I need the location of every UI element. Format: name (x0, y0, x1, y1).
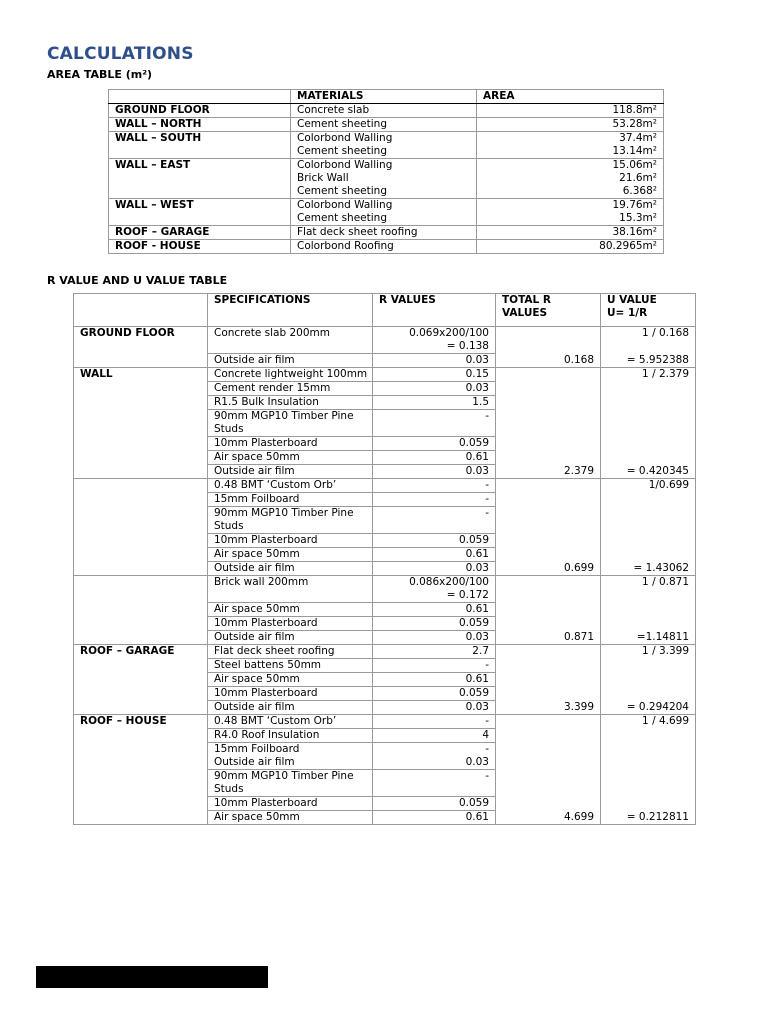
area-value: 15.06m² (612, 159, 657, 171)
spec-cell (208, 715, 373, 729)
element-cell (74, 479, 208, 576)
r-value-cell (373, 645, 496, 659)
element-cell (74, 576, 208, 645)
spec-cell (208, 396, 373, 410)
area-row (109, 240, 664, 254)
element-cell: WALL – NORTH (109, 118, 291, 132)
spec-cell (208, 354, 373, 368)
spec-text: Brick wall 200mm (214, 576, 309, 588)
material-text: Cement sheeting (297, 212, 387, 224)
spec-text: 90mm MGP10 Timber Pine Studs (214, 410, 354, 435)
r-value-cell (373, 562, 496, 576)
element-cell: ROOF – HOUSE (74, 715, 208, 825)
r-value: 0.086x200/100 (409, 576, 489, 588)
r-value-cell (373, 797, 496, 811)
r-value: 0.059 (458, 617, 489, 629)
area-cell (477, 132, 664, 159)
r-value-cell (373, 631, 496, 645)
spec-text: R4.0 Roof Insulation (214, 729, 320, 741)
r-value: 0.61 (465, 811, 489, 823)
material-text: Colorbond Walling (297, 159, 393, 171)
spec-text: Outside air film (214, 562, 295, 574)
r-value: - (485, 743, 489, 755)
u-value-result: = 0.294204 (626, 701, 689, 713)
u-value-formula: 1 / 0.168 (642, 327, 689, 339)
area-row (109, 226, 664, 240)
r-value: 4 (482, 729, 489, 741)
total-r-cell: 0.168 (496, 327, 601, 368)
r-value: 2.7 (472, 645, 489, 657)
header-materials: MATERIALS (291, 90, 477, 104)
material-text: Cement sheeting (297, 145, 387, 157)
r-value: 0.03 (465, 701, 489, 713)
r-value-cell (373, 327, 496, 354)
spec-cell (208, 437, 373, 451)
spec-text: 10mm Plasterboard (214, 437, 318, 449)
spec-cell (208, 645, 373, 659)
u-value-cell (601, 368, 696, 479)
spec-text: 90mm MGP10 Timber Pine Studs (214, 770, 354, 795)
spec-cell (208, 729, 373, 743)
spec-text: 10mm Plasterboard (214, 617, 318, 629)
r-value: 0.059 (458, 437, 489, 449)
spec-cell (208, 507, 373, 534)
r-value-cell (373, 465, 496, 479)
material-text: Colorbond Walling (297, 132, 393, 144)
material-text: Colorbond Roofing (297, 240, 394, 252)
spec-text: Air space 50mm (214, 451, 300, 463)
r-value: = 0.172 (446, 589, 489, 601)
spec-cell (208, 451, 373, 465)
materials-cell (291, 240, 477, 254)
spec-cell (208, 701, 373, 715)
r-value-cell (373, 701, 496, 715)
r-value: 0.03 (465, 756, 489, 768)
r-value-cell (373, 507, 496, 534)
material-text: Flat deck sheet roofing (297, 226, 418, 238)
u-value-formula: 1/0.699 (648, 479, 689, 491)
r-value-cell (373, 576, 496, 603)
header-specifications: SPECIFICATIONS (208, 294, 373, 327)
material-text: Concrete slab (297, 104, 370, 116)
header-u-label: U VALUE (607, 294, 657, 306)
spec-cell (208, 410, 373, 437)
spec-text: 10mm Plasterboard (214, 797, 318, 809)
footer-bar (36, 966, 268, 988)
area-cell (477, 159, 664, 199)
header-total-r: TOTAL R VALUES (496, 294, 601, 327)
area-cell (477, 104, 664, 118)
u-value-result: = 1.43062 (633, 562, 689, 574)
u-value-cell (601, 576, 696, 645)
spec-text: Air space 50mm (214, 811, 300, 823)
area-value: 53.28m² (612, 118, 657, 130)
spec-cell (208, 562, 373, 576)
area-value: 80.2965m² (599, 240, 657, 252)
area-cell (477, 240, 664, 254)
ru-row (74, 645, 696, 659)
spec-cell (208, 770, 373, 797)
r-value-cell (373, 396, 496, 410)
r-value-cell (373, 811, 496, 825)
spec-text: 0.48 BMT ‘Custom Orb’ (214, 715, 337, 727)
spec-text: 10mm Plasterboard (214, 687, 318, 699)
material-text: Brick Wall (297, 172, 349, 184)
ru-row (74, 576, 696, 603)
r-value: 0.61 (465, 451, 489, 463)
ru-row (74, 715, 696, 729)
r-value: 0.61 (465, 548, 489, 560)
element-cell: GROUND FLOOR (74, 327, 208, 368)
element-cell: WALL – SOUTH (109, 132, 291, 159)
spec-cell (208, 617, 373, 631)
material-text: Cement sheeting (297, 118, 387, 130)
r-value: 0.059 (458, 687, 489, 699)
r-value-cell (373, 687, 496, 701)
area-value: 15.3m² (619, 212, 657, 224)
r-value: - (485, 493, 489, 505)
r-value-cell (373, 729, 496, 743)
area-cell (477, 226, 664, 240)
r-value: - (485, 507, 489, 519)
spec-cell (208, 465, 373, 479)
area-table-heading: AREA TABLE (m²) (47, 68, 153, 81)
spec-text: Steel battens 50mm (214, 659, 322, 671)
r-value-cell (373, 743, 496, 770)
u-value-cell (601, 479, 696, 576)
spec-text: Air space 50mm (214, 673, 300, 685)
total-r-cell: 4.699 (496, 715, 601, 825)
spec-text: Outside air film (214, 701, 295, 713)
spec-text: 90mm MGP10 Timber Pine Studs (214, 507, 354, 532)
spec-cell (208, 327, 373, 354)
header-u-formula: U= 1/R (607, 307, 648, 319)
r-value-cell (373, 715, 496, 729)
u-value-result: =1.14811 (636, 631, 689, 643)
spec-cell (208, 687, 373, 701)
ru-table-heading: R VALUE AND U VALUE TABLE (47, 274, 228, 287)
total-r-cell: 2.379 (496, 368, 601, 479)
r-value: 1.5 (472, 396, 489, 408)
area-cell (477, 199, 664, 226)
r-value-cell (373, 354, 496, 368)
r-value-cell (373, 659, 496, 673)
r-value: 0.059 (458, 534, 489, 546)
r-value: 0.059 (458, 797, 489, 809)
r-value-cell (373, 451, 496, 465)
area-value: 37.4m² (619, 132, 657, 144)
r-value: - (485, 410, 489, 422)
total-r-cell: 0.871 (496, 576, 601, 645)
area-header-row (109, 90, 664, 104)
spec-cell (208, 479, 373, 493)
spec-text: Flat deck sheet roofing (214, 645, 335, 657)
r-value: 0.069x200/100 (409, 327, 489, 339)
u-value-formula: 1 / 3.399 (642, 645, 689, 657)
u-value-cell (601, 715, 696, 825)
u-value-formula: 1 / 0.871 (642, 576, 689, 588)
spec-text: Outside air film (214, 631, 295, 643)
header-u-value (601, 294, 696, 327)
spec-cell (208, 534, 373, 548)
r-value-cell (373, 548, 496, 562)
spec-cell (208, 603, 373, 617)
r-value-cell (373, 617, 496, 631)
r-value: 0.03 (465, 354, 489, 366)
spec-cell (208, 797, 373, 811)
u-value-cell (601, 645, 696, 715)
ru-row (74, 327, 696, 354)
header-r-values: R VALUES (373, 294, 496, 327)
spec-cell (208, 659, 373, 673)
spec-text: Concrete slab 200mm (214, 327, 330, 339)
element-cell: GROUND FLOOR (109, 104, 291, 118)
spec-text: Air space 50mm (214, 603, 300, 615)
r-value: - (485, 715, 489, 727)
r-value-cell (373, 673, 496, 687)
spec-cell (208, 576, 373, 603)
page-title: CALCULATIONS (47, 44, 194, 64)
header-cell-empty (109, 90, 291, 104)
spec-text: Air space 50mm (214, 548, 300, 560)
r-value: 0.61 (465, 673, 489, 685)
spec-cell (208, 548, 373, 562)
r-u-value-table (73, 293, 696, 825)
spec-cell (208, 811, 373, 825)
area-table (108, 89, 664, 254)
r-value: 0.03 (465, 465, 489, 477)
material-text: Cement sheeting (297, 185, 387, 197)
header-area: AREA (477, 90, 664, 104)
area-value: 21.6m² (619, 172, 657, 184)
element-cell: WALL – WEST (109, 199, 291, 226)
ru-header-row (74, 294, 696, 327)
area-row (109, 159, 664, 199)
r-value: 0.61 (465, 603, 489, 615)
ru-row (74, 479, 696, 493)
spec-cell (208, 368, 373, 382)
materials-cell (291, 199, 477, 226)
spec-text: Concrete lightweight 100mm (214, 368, 368, 380)
r-value-cell (373, 437, 496, 451)
spec-text: 10mm Plasterboard (214, 534, 318, 546)
u-value-cell (601, 327, 696, 368)
spec-text: R1.5 Bulk Insulation (214, 396, 319, 408)
area-row (109, 132, 664, 159)
element-cell: ROOF - HOUSE (109, 240, 291, 254)
u-value-formula: 1 / 4.699 (642, 715, 689, 727)
area-value: 19.76m² (612, 199, 657, 211)
spec-cell (208, 743, 373, 770)
element-cell: WALL (74, 368, 208, 479)
area-row (109, 104, 664, 118)
r-value-cell (373, 410, 496, 437)
materials-cell (291, 118, 477, 132)
area-cell (477, 118, 664, 132)
total-r-cell: 3.399 (496, 645, 601, 715)
area-value: 38.16m² (612, 226, 657, 238)
area-value: 13.14m² (612, 145, 657, 157)
spec-text: 15mm Foilboard (214, 493, 300, 505)
r-value-cell (373, 368, 496, 382)
material-text: Colorbond Walling (297, 199, 393, 211)
element-cell: WALL – EAST (109, 159, 291, 199)
r-value: - (485, 659, 489, 671)
r-value-cell (373, 770, 496, 797)
area-row (109, 199, 664, 226)
r-value: 0.15 (465, 368, 489, 380)
r-value-cell (373, 382, 496, 396)
spec-text: 0.48 BMT ‘Custom Orb’ (214, 479, 337, 491)
r-value: 0.03 (465, 382, 489, 394)
area-value: 118.8m² (612, 104, 657, 116)
materials-cell (291, 159, 477, 199)
r-value: - (485, 479, 489, 491)
spec-text: 15mm Foilboard (214, 743, 300, 755)
u-value-result: = 0.420345 (626, 465, 689, 477)
spec-cell (208, 493, 373, 507)
spec-text: Outside air film (214, 465, 295, 477)
r-value-cell (373, 603, 496, 617)
r-value-cell (373, 493, 496, 507)
r-value-cell (373, 534, 496, 548)
element-cell: ROOF – GARAGE (109, 226, 291, 240)
spec-cell (208, 382, 373, 396)
r-value-cell (373, 479, 496, 493)
element-cell: ROOF – GARAGE (74, 645, 208, 715)
spec-text: Outside air film (214, 354, 295, 366)
spec-cell (208, 631, 373, 645)
u-value-result: = 5.952388 (626, 354, 689, 366)
spec-text: Outside air film (214, 756, 295, 768)
r-value: 0.03 (465, 631, 489, 643)
spec-text: Cement render 15mm (214, 382, 331, 394)
r-value: = 0.138 (446, 340, 489, 352)
r-value: - (485, 770, 489, 782)
r-value: 0.03 (465, 562, 489, 574)
materials-cell (291, 132, 477, 159)
area-value: 6.368² (622, 185, 657, 197)
u-value-formula: 1 / 2.379 (642, 368, 689, 380)
materials-cell (291, 104, 477, 118)
header-cell-empty (74, 294, 208, 327)
spec-cell (208, 673, 373, 687)
u-value-result: = 0.212811 (626, 811, 689, 823)
ru-row (74, 368, 696, 382)
materials-cell (291, 226, 477, 240)
area-row (109, 118, 664, 132)
total-r-cell: 0.699 (496, 479, 601, 576)
